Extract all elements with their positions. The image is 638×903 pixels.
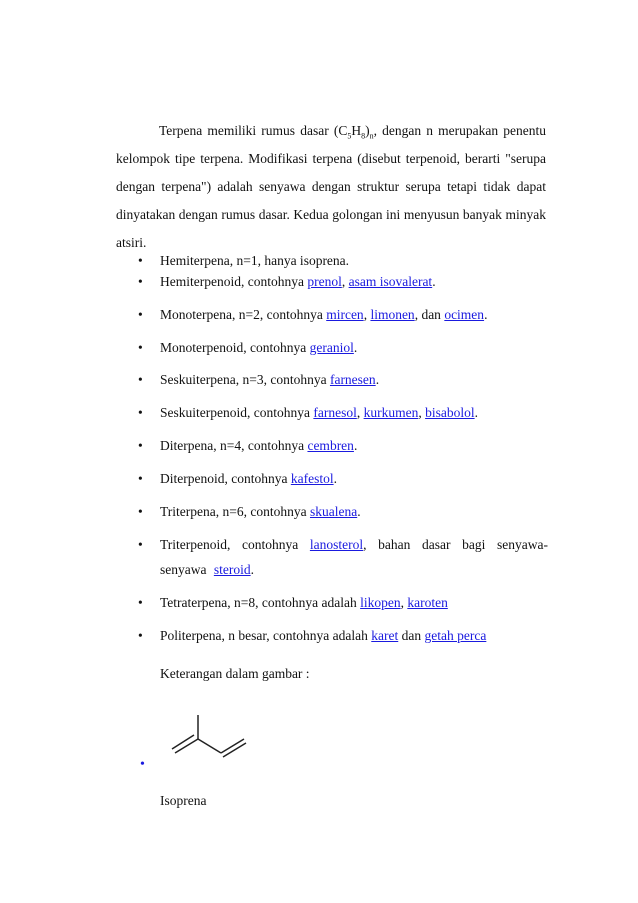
link-lanosterol[interactable]: lanosterol (309, 537, 364, 552)
list-item (138, 532, 548, 582)
link-geraniol[interactable]: geraniol (309, 340, 354, 355)
double-bond-left-a (175, 739, 198, 753)
list-item (138, 335, 548, 360)
bullet-icon: • (138, 307, 143, 322)
separator: , (363, 307, 371, 322)
punctuation: . (474, 405, 478, 420)
double-bond-left-b (172, 735, 194, 749)
single-bond-middle (198, 739, 221, 753)
link-bisabolol[interactable]: bisabolol (425, 405, 475, 420)
list-item-text: Diterpena, n=4, contohnya (160, 438, 308, 453)
intro-text-4: , dengan n merupakan penentu kelompok tipe terpena. Modifikasi terpena (disebut terpenoid, berarti "serupa dengan terpena") adalah senyawa dengan struktur serupa tetapi tidak dapat dinyatakan dengan rumus dasar. Kedua golongan ini menyusun banyak minyak atsiri. (116, 123, 546, 250)
intro-text-3: ) (365, 123, 370, 138)
list-item (138, 433, 548, 458)
intro-text-2: H (351, 123, 362, 138)
bullet-icon: • (138, 504, 143, 519)
bullet-icon: • (138, 340, 143, 355)
bullet-icon: • (138, 537, 143, 552)
separator: , dan (414, 307, 445, 322)
separator: , (341, 274, 349, 289)
list-item-text: Monoterpena, n=2, contohnya (160, 307, 327, 322)
bullet-icon: • (138, 372, 143, 387)
bullet-icon: • (138, 628, 143, 643)
link-steroid[interactable]: steroid (213, 562, 251, 577)
punctuation: . (484, 307, 488, 322)
isoprene-structure-image (170, 712, 250, 762)
link-prenol[interactable]: prenol (307, 274, 342, 289)
list-item-text: Politerpena, n besar, contohnya adalah (160, 628, 372, 643)
bullet-icon: • (138, 595, 143, 610)
link-getah-perca[interactable]: getah perca (424, 628, 487, 643)
subscript-n: n (369, 131, 374, 141)
link-karoten[interactable]: karoten (407, 595, 448, 610)
figure-note: Keterangan dalam gambar : (160, 666, 310, 681)
separator: , (418, 405, 426, 420)
link-farnesol[interactable]: farnesol (313, 405, 357, 420)
link-cembren[interactable]: cembren (307, 438, 354, 453)
punctuation: . (353, 340, 358, 355)
bullet-icon: • (138, 274, 143, 289)
punctuation: . (357, 504, 361, 519)
intro-text-1: Terpena memiliki rumus dasar (C (159, 123, 348, 138)
list-item (138, 367, 548, 392)
bullet-icon: • (138, 405, 143, 420)
punctuation: . (375, 372, 380, 387)
list-item-text: Tetraterpena, n=8, contohnya adalah (160, 595, 361, 610)
list-item-text: Seskuiterpenoid, contohnya (160, 405, 314, 420)
link-likopen[interactable]: likopen (360, 595, 401, 610)
link-kafestol[interactable]: kafestol (290, 471, 334, 486)
list-item (138, 623, 548, 648)
punctuation: . (250, 562, 254, 577)
list-item-text: Hemiterpenoid, contohnya (160, 274, 308, 289)
punctuation: . (353, 438, 358, 453)
list-item-text: Seskuiterpena, n=3, contohnya (160, 372, 330, 387)
link-asam-isovalerat[interactable]: asam isovalerat (348, 274, 433, 289)
list-item-text: Monoterpenoid, contohnya (160, 340, 310, 355)
link-mircen[interactable]: mircen (326, 307, 364, 322)
bullet-icon: • (138, 253, 143, 268)
separator: , (356, 405, 364, 420)
list-item-text: Triterpena, n=6, contohnya (160, 504, 310, 519)
list-item-text: Diterpenoid, contohnya (160, 471, 291, 486)
separator: dan (398, 628, 425, 643)
list-item (138, 466, 548, 491)
separator: , (400, 595, 408, 610)
list-item (138, 302, 548, 327)
link-kurkumen[interactable]: kurkumen (363, 405, 419, 420)
bullet-icon: • (140, 757, 145, 772)
intro-paragraph (116, 117, 546, 257)
punctuation: . (333, 471, 337, 486)
list-item (138, 400, 548, 425)
link-skualena[interactable]: skualena (309, 504, 358, 519)
subscript-5: 5 (347, 131, 352, 141)
list-item-text: Triterpenoid, contohnya (160, 537, 310, 552)
bullet-icon: • (138, 471, 143, 486)
list-item (138, 499, 548, 524)
list-item (138, 269, 548, 294)
figure-caption: Isoprena (160, 793, 207, 808)
link-limonen[interactable]: limonen (370, 307, 415, 322)
subscript-8: 8 (361, 131, 366, 141)
list-item-text: , bahan dasar bagi senyawa-senyawa (160, 537, 549, 577)
link-ocimen[interactable]: ocimen (444, 307, 485, 322)
list-item (138, 590, 548, 615)
link-farnesen[interactable]: farnesen (329, 372, 376, 387)
punctuation: . (432, 274, 436, 289)
link-karet[interactable]: karet (371, 628, 399, 643)
bullet-icon: • (138, 438, 143, 453)
list-item-text: Hemiterpena, n=1, hanya isoprena. (160, 253, 350, 268)
